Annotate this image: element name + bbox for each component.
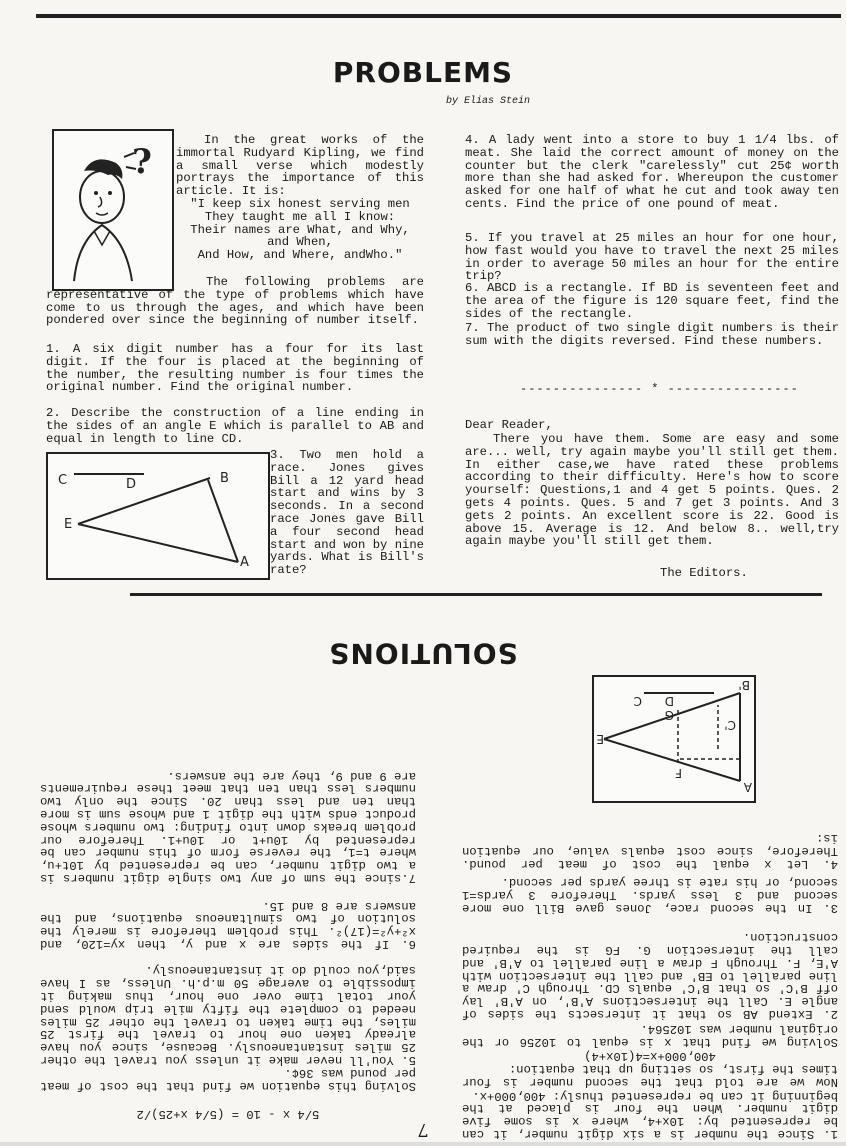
verse-line: Their names are What, and Why, and When, (190, 222, 410, 250)
top-rule (36, 14, 841, 18)
solution-4: 4. Let x equal the cost of meat per pound. Therefore, since cost equals value, our equation is: (462, 831, 838, 871)
solution-figure (592, 675, 756, 803)
solutions-title: SOLUTIONS (328, 637, 518, 670)
solution-6: 6. If the sides are x and y, then xy=120, and x²+y²=(17)². This problem therefore is merely the solution of two simultaneous equations, and the answers are 8 and 15. (40, 898, 416, 951)
solution-1: 1. Since the number is a six digit number, it can be represented by: 10x+4, where x is some five digit number. When the four is placed at the beginning it can be represented thusly: 400,000+x. (462, 1088, 838, 1141)
angle-figure (46, 452, 270, 580)
solution-1-equation: 400,000+x=4(10x+4) (584, 1049, 716, 1063)
solution-3: 3. In the second race, Jones gave Bill one more second and 3 less yards. Therefore 3 yards=1 second, or his rate is three yards per second. (462, 875, 838, 915)
fig-label: C (58, 473, 68, 488)
signature: The Editors. (660, 566, 748, 580)
verse-line: And How, and Where, andWho." (197, 248, 403, 263)
solution-7: 7.since the sum of any two single digit numbers is a two digit number, can be represented by 10t+u, where t=1, the reverse form of this number can be represented by 10u+t or 10u+1. Therefore our problem breaks down into finding: two numbers whose product ends with the digit 1 and whose sum is more than ten and less than 20. Since the only two numbers less than ten that meet these requirements are 9 and 9, they are the answers. (40, 768, 416, 885)
solution-4-b: Solving this equation we find that the cost of meat per pound was 36¢. (40, 1066, 416, 1093)
problem-6: 6. ABCD is a rectangle. If BD is seventeen feet and the area of the figure is 120 square feet, find the sides of the rectangle. (465, 281, 839, 321)
fig-label: C (633, 694, 642, 708)
page-number: 7 (417, 1119, 429, 1140)
fig-label: A (743, 780, 752, 794)
solution-1-c: Solving we find that x is equal to 10256 or the original number was 102564. (462, 1022, 838, 1049)
solution-4-equation: 5/4 x - 10 = (5/4 x+25)/2 (136, 1107, 320, 1121)
problem-1: 1. A six digit number has a four for its last digit. If the four is placed at the beginning of the number, the resulting number is four times the original number. Find the original number. (46, 342, 424, 395)
solution-1-b: Now we are told that the second number is four times the first, so setting up that equation: (462, 1062, 838, 1089)
fig-label: C' (724, 718, 736, 732)
cartoon-figure (52, 129, 174, 291)
fig-label: G (664, 708, 674, 722)
fig-label: A (240, 555, 249, 570)
verse-line: "I keep six honest serving men (190, 197, 410, 211)
fig-label: B (220, 471, 229, 486)
solution-2: 2. Extend AB so that it intersects the sides of angle E. Call the intersections A'B', on A'B' lay off B'C' so that B'C' equals CD. Through C' draw a line parallel to EB' and call the intersection with A'E, F. Through F draw a line parallel to A'B' and call the intersection G. FG is the required construction. (462, 930, 838, 1021)
kipling-verse (176, 198, 424, 262)
page-title: PROBLEMS (332, 56, 514, 89)
problem-7: 7. The product of two single digit numbers is their sum with the digits reversed. Find these numbers. (465, 321, 839, 348)
problem-5: 5. If you travel at 25 miles an hour for one hour, how fast would you have to travel the next 25 miles in order to average 50 miles an hour for the entire trip? (465, 231, 839, 284)
middle-rule (130, 593, 822, 596)
thinking-man-icon (54, 131, 172, 289)
section-separator: --------------- * ---------------- (520, 382, 799, 396)
fig-label: E (64, 517, 73, 532)
solution-5: 5. You'll never make it unless you travel the other 25 miles instantaneously. Because, since you have already taken one hour to travel the first 25 miles, the time taken to travel the other 25 miles needed to complete the fifty mile trip would send your total time over one hour, thus making it impossible to average 50 m.p.h. Unless, as I have said,you could do it instantaneously. (40, 963, 416, 1067)
intro-paragraph: In the great works of the immortal Rudyard Kipling, we find a small verse which modestly portrays the importance of this article. It is: (176, 133, 424, 199)
svg-text:?: ? (132, 142, 152, 182)
bottom-edge (0, 1142, 846, 1146)
fig-label: D (126, 477, 137, 492)
fig-label: D (664, 694, 674, 708)
problem-2: 2. Describe the construction of a line ending in the sides of an angle E which is parallel to AB and equal in length to line CD. (46, 406, 424, 446)
fig-label: B' (738, 678, 750, 692)
fig-label: E (596, 732, 604, 746)
salutation: Dear Reader, (465, 418, 553, 432)
problem-4: 4. A lady went into a store to buy 1 1/4 lbs. of meat. She laid the correct amount of money on the counter but the clerk "carelessly" cut 25¢ worth more than she had asked for. Whereupon the customer asked for one half of what he cut and took away ten cents. Find the price of one pound of meat. (465, 133, 839, 211)
fig-label: F (675, 766, 682, 780)
problem-3: 3. Two men hold a race. Jones gives Bill a 12 yard head start and wins by 3 seconds. In a second race Jones gave Bill a four second head start and won by nine yards. What is Bill's rate? (270, 448, 424, 578)
intro-continued: The following problems are representative of the type of problems which have come to us through the ages, and which have been pondered over since the beginning of number itself. (46, 275, 424, 328)
byline: by Elias Stein (446, 96, 531, 107)
editors-letter: There you have them. Some are easy and some are... well, try again maybe you'll still get them. In either case,we have rated these problems according to their difficulty. Here's how to score yourself: Questions,1 and 4 get 5 points. Ques. 2 gets 4 points. Ques. 5 and 7 get 3 points. And 3 gets 2 points. An excellent score is 22. Good is above 15. Average is 12. And below 8.. well,try again maybe you'll still get them. (465, 432, 839, 549)
verse-line: They taught me all I know: (204, 209, 396, 224)
